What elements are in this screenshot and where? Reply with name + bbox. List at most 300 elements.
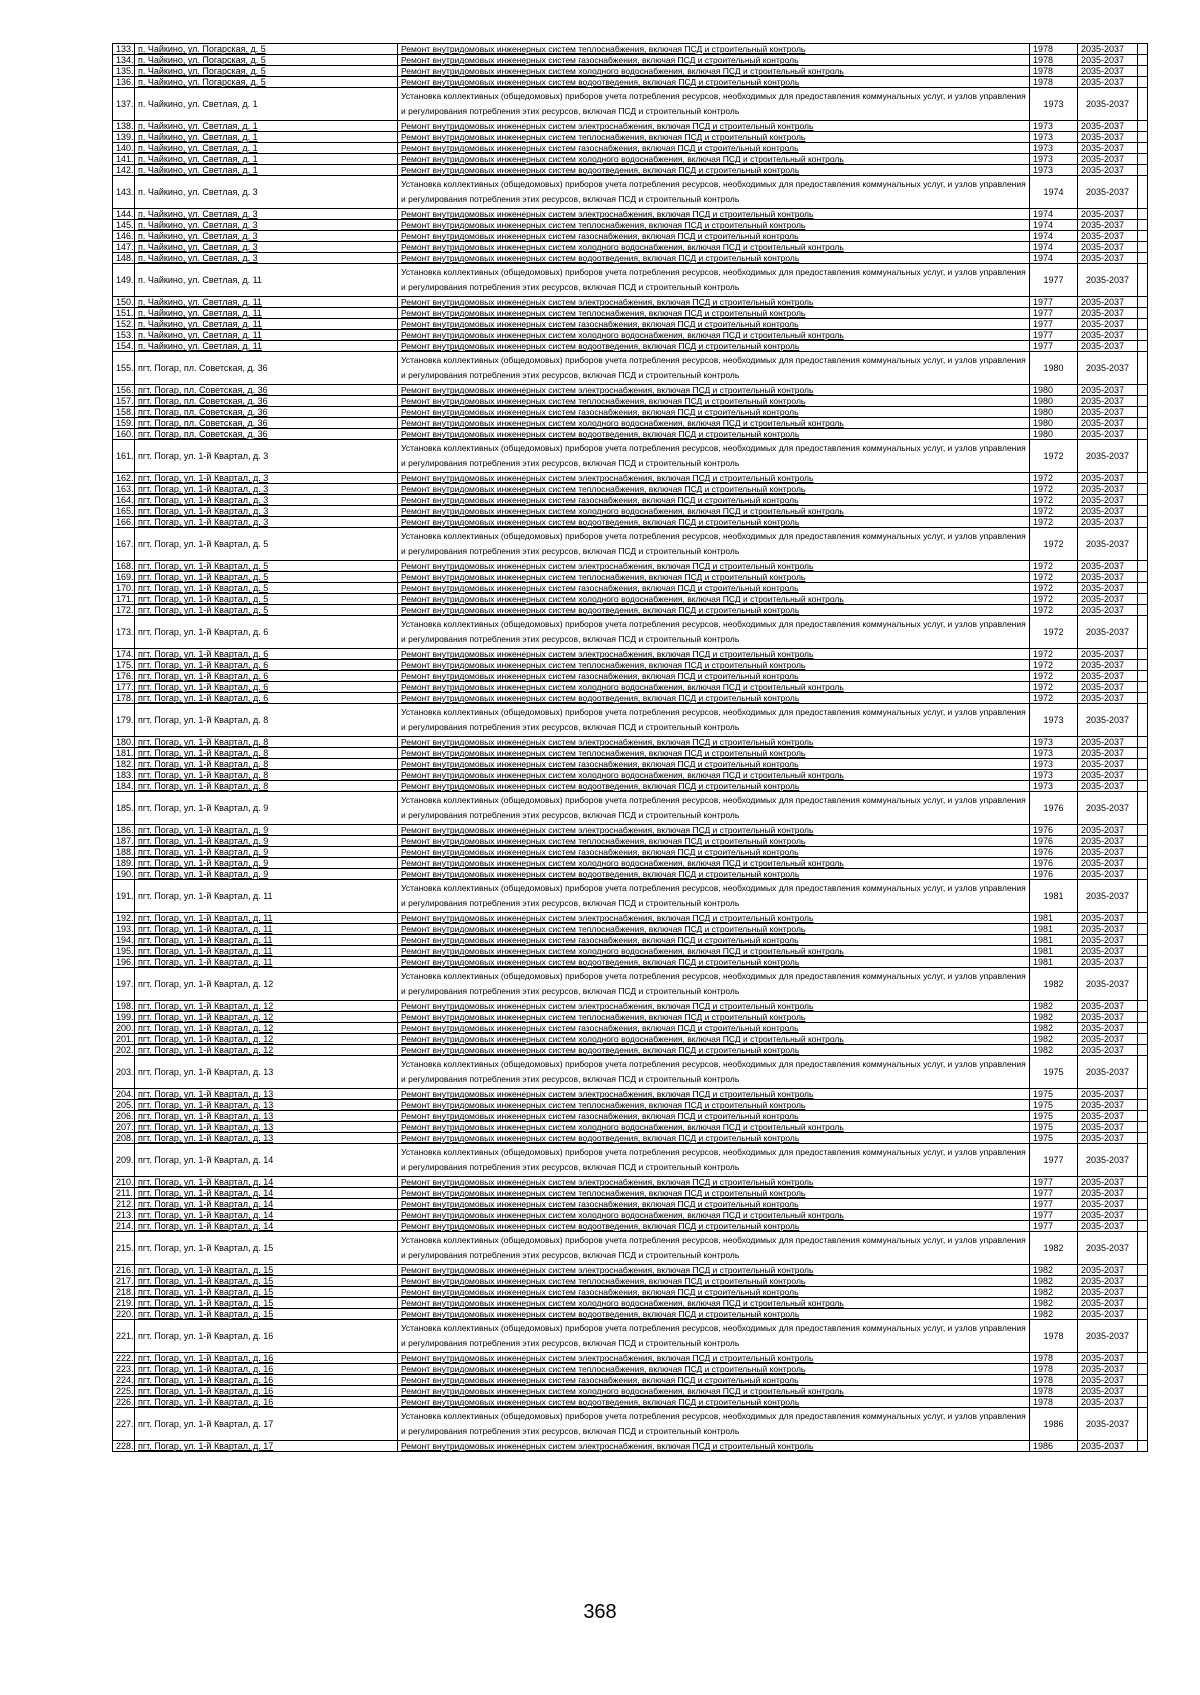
row-number: 144.: [113, 209, 135, 220]
address-cell: пгт. Погар, пл. Советская, д. 36: [135, 396, 398, 407]
build-year-cell: 1978: [1030, 55, 1078, 66]
build-year-cell: 1981: [1030, 957, 1078, 968]
work-type-cell: Установка коллективных (общедомовых) приборов учета потребления ресурсов, необходимых для предоставления коммунальных услуг, и узлов управления и регулирования потребления этих ресурсов, включая ПСД и строительный контроль: [398, 88, 1030, 121]
empty-cell: [1138, 693, 1148, 704]
planned-period-cell: 2035-2037: [1078, 121, 1138, 132]
row-number: 149.: [113, 264, 135, 297]
work-type-cell: Ремонт внутридомовых инженерных систем газоснабжения, включая ПСД и строительный контроль: [398, 55, 1030, 66]
work-type-cell: Ремонт внутридомовых инженерных систем теплоснабжения, включая ПСД и строительный контроль: [398, 836, 1030, 847]
work-type-cell: Установка коллективных (общедомовых) приборов учета потребления ресурсов, необходимых для предоставления коммунальных услуг, и узлов управления и регулирования потребления этих ресурсов, включая ПСД и строительный контроль: [398, 528, 1030, 561]
planned-period-cell: 2035-2037: [1078, 1298, 1138, 1309]
table-row: [113, 1177, 1148, 1188]
planned-period-cell: 2035-2037: [1078, 308, 1138, 319]
address-cell: пгт. Погар, ул. 1-й Квартал, д. 8: [135, 737, 398, 748]
address-cell: пгт. Погар, ул. 1-й Квартал, д. 16: [135, 1386, 398, 1397]
empty-cell: [1138, 1023, 1148, 1034]
work-type-cell: Ремонт внутридомовых инженерных систем газоснабжения, включая ПСД и строительный контроль: [398, 143, 1030, 154]
work-type-cell: Ремонт внутридомовых инженерных систем холодного водоснабжения, включая ПСД и строительный контроль: [398, 682, 1030, 693]
address-cell: пгт. Погар, ул. 1-й Квартал, д. 12: [135, 1001, 398, 1012]
empty-cell: [1138, 561, 1148, 572]
empty-cell: [1138, 253, 1148, 264]
address-cell: пгт. Погар, ул. 1-й Квартал, д. 9: [135, 836, 398, 847]
address-cell: п. Чайкино, ул. Погарская, д. 5: [135, 77, 398, 88]
build-year-cell: 1972: [1030, 693, 1078, 704]
table-row: [113, 506, 1148, 517]
build-year-cell: 1977: [1030, 1144, 1078, 1177]
planned-period-cell: 2035-2037: [1078, 671, 1138, 682]
empty-cell: [1138, 297, 1148, 308]
planned-period-cell: 2035-2037: [1078, 1122, 1138, 1133]
empty-cell: [1138, 957, 1148, 968]
row-number: 154.: [113, 341, 135, 352]
table-row: [113, 418, 1148, 429]
table-row: [113, 308, 1148, 319]
empty-cell: [1138, 935, 1148, 946]
build-year-cell: 1977: [1030, 319, 1078, 330]
planned-period-cell: 2035-2037: [1078, 561, 1138, 572]
table-row: [113, 792, 1148, 825]
address-cell: п. Чайкино, ул. Светлая, д. 11: [135, 308, 398, 319]
planned-period-cell: 2035-2037: [1078, 473, 1138, 484]
table-row: [113, 946, 1148, 957]
table-row: [113, 1265, 1148, 1276]
address-cell: пгт. Погар, ул. 1-й Квартал, д. 8: [135, 748, 398, 759]
planned-period-cell: 2035-2037: [1078, 330, 1138, 341]
address-cell: пгт. Погар, ул. 1-й Квартал, д. 9: [135, 847, 398, 858]
address-cell: пгт. Погар, ул. 1-й Квартал, д. 12: [135, 968, 398, 1001]
row-number: 205.: [113, 1100, 135, 1111]
planned-period-cell: 2035-2037: [1078, 418, 1138, 429]
planned-period-cell: 2035-2037: [1078, 759, 1138, 770]
work-type-cell: Ремонт внутридомовых инженерных систем электроснабжения, включая ПСД и строительный контроль: [398, 1089, 1030, 1100]
build-year-cell: 1974: [1030, 253, 1078, 264]
build-year-cell: 1982: [1030, 1045, 1078, 1056]
empty-cell: [1138, 484, 1148, 495]
empty-cell: [1138, 407, 1148, 418]
build-year-cell: 1982: [1030, 1265, 1078, 1276]
planned-period-cell: 2035-2037: [1078, 165, 1138, 176]
work-type-cell: Ремонт внутридомовых инженерных систем теплоснабжения, включая ПСД и строительный контроль: [398, 924, 1030, 935]
address-cell: пгт. Погар, ул. 1-й Квартал, д. 5: [135, 572, 398, 583]
planned-period-cell: 2035-2037: [1078, 913, 1138, 924]
address-cell: п. Чайкино, ул. Светлая, д. 3: [135, 231, 398, 242]
table-row: [113, 825, 1148, 836]
row-number: 209.: [113, 1144, 135, 1177]
build-year-cell: 1973: [1030, 88, 1078, 121]
table-row: [113, 1298, 1148, 1309]
work-type-cell: Ремонт внутридомовых инженерных систем водоотведения, включая ПСД и строительный контроль: [398, 1045, 1030, 1056]
work-type-cell: Ремонт внутридомовых инженерных систем водоотведения, включая ПСД и строительный контроль: [398, 1221, 1030, 1232]
row-number: 157.: [113, 396, 135, 407]
address-cell: п. Чайкино, ул. Светлая, д. 11: [135, 264, 398, 297]
address-cell: пгт. Погар, ул. 1-й Квартал, д. 6: [135, 693, 398, 704]
address-cell: пгт. Погар, ул. 1-й Квартал, д. 12: [135, 1023, 398, 1034]
empty-cell: [1138, 1188, 1148, 1199]
empty-cell: [1138, 583, 1148, 594]
table-row: [113, 154, 1148, 165]
row-number: 215.: [113, 1232, 135, 1265]
planned-period-cell: 2035-2037: [1078, 1375, 1138, 1386]
planned-period-cell: 2035-2037: [1078, 1353, 1138, 1364]
table-row: [113, 869, 1148, 880]
work-type-cell: Установка коллективных (общедомовых) приборов учета потребления ресурсов, необходимых для предоставления коммунальных услуг, и узлов управления и регулирования потребления этих ресурсов, включая ПСД и строительный контроль: [398, 1056, 1030, 1089]
empty-cell: [1138, 858, 1148, 869]
address-cell: пгт. Погар, ул. 1-й Квартал, д. 9: [135, 869, 398, 880]
build-year-cell: 1972: [1030, 594, 1078, 605]
build-year-cell: 1977: [1030, 297, 1078, 308]
empty-cell: [1138, 605, 1148, 616]
build-year-cell: 1980: [1030, 385, 1078, 396]
table-row: [113, 1320, 1148, 1353]
table-row: [113, 1309, 1148, 1320]
row-number: 201.: [113, 1034, 135, 1045]
table-row: [113, 209, 1148, 220]
empty-cell: [1138, 924, 1148, 935]
table-row: [113, 1111, 1148, 1122]
empty-cell: [1138, 1364, 1148, 1375]
build-year-cell: 1982: [1030, 1298, 1078, 1309]
planned-period-cell: 2035-2037: [1078, 231, 1138, 242]
row-number: 166.: [113, 517, 135, 528]
address-cell: пгт. Погар, ул. 1-й Квартал, д. 16: [135, 1364, 398, 1375]
address-cell: пгт. Погар, пл. Советская, д. 36: [135, 407, 398, 418]
address-cell: пгт. Погар, ул. 1-й Квартал, д. 8: [135, 770, 398, 781]
planned-period-cell: 2035-2037: [1078, 1408, 1138, 1441]
table-row: [113, 1001, 1148, 1012]
empty-cell: [1138, 1441, 1148, 1452]
empty-cell: [1138, 1386, 1148, 1397]
work-type-cell: Ремонт внутридомовых инженерных систем газоснабжения, включая ПСД и строительный контроль: [398, 1375, 1030, 1386]
empty-cell: [1138, 1298, 1148, 1309]
work-type-cell: Установка коллективных (общедомовых) приборов учета потребления ресурсов, необходимых для предоставления коммунальных услуг, и узлов управления и регулирования потребления этих ресурсов, включая ПСД и строительный контроль: [398, 264, 1030, 297]
planned-period-cell: 2035-2037: [1078, 1364, 1138, 1375]
address-cell: пгт. Погар, ул. 1-й Квартал, д. 15: [135, 1276, 398, 1287]
table-row: [113, 319, 1148, 330]
row-number: 162.: [113, 473, 135, 484]
row-number: 217.: [113, 1276, 135, 1287]
planned-period-cell: 2035-2037: [1078, 847, 1138, 858]
build-year-cell: 1974: [1030, 242, 1078, 253]
row-number: 139.: [113, 132, 135, 143]
table-row: [113, 1210, 1148, 1221]
planned-period-cell: 2035-2037: [1078, 693, 1138, 704]
table-row: [113, 1188, 1148, 1199]
empty-cell: [1138, 429, 1148, 440]
row-number: 165.: [113, 506, 135, 517]
empty-cell: [1138, 418, 1148, 429]
work-type-cell: Ремонт внутридомовых инженерных систем холодного водоснабжения, включая ПСД и строительный контроль: [398, 1386, 1030, 1397]
row-number: 181.: [113, 748, 135, 759]
work-type-cell: Ремонт внутридомовых инженерных систем электроснабжения, включая ПСД и строительный контроль: [398, 737, 1030, 748]
build-year-cell: 1982: [1030, 1023, 1078, 1034]
empty-cell: [1138, 737, 1148, 748]
empty-cell: [1138, 968, 1148, 1001]
row-number: 133.: [113, 44, 135, 55]
address-cell: пгт. Погар, ул. 1-й Квартал, д. 12: [135, 1012, 398, 1023]
planned-period-cell: 2035-2037: [1078, 572, 1138, 583]
address-cell: п. Чайкино, ул. Светлая, д. 3: [135, 176, 398, 209]
work-type-cell: Ремонт внутридомовых инженерных систем холодного водоснабжения, включая ПСД и строительный контроль: [398, 1210, 1030, 1221]
empty-cell: [1138, 594, 1148, 605]
row-number: 150.: [113, 297, 135, 308]
work-type-cell: Ремонт внутридомовых инженерных систем газоснабжения, включая ПСД и строительный контроль: [398, 759, 1030, 770]
work-type-cell: Установка коллективных (общедомовых) приборов учета потребления ресурсов, необходимых для предоставления коммунальных услуг, и узлов управления и регулирования потребления этих ресурсов, включая ПСД и строительный контроль: [398, 352, 1030, 385]
row-number: 145.: [113, 220, 135, 231]
row-number: 153.: [113, 330, 135, 341]
row-number: 193.: [113, 924, 135, 935]
build-year-cell: 1978: [1030, 44, 1078, 55]
address-cell: пгт. Погар, ул. 1-й Квартал, д. 17: [135, 1441, 398, 1452]
build-year-cell: 1973: [1030, 737, 1078, 748]
table-row: [113, 473, 1148, 484]
empty-cell: [1138, 572, 1148, 583]
row-number: 164.: [113, 495, 135, 506]
row-number: 159.: [113, 418, 135, 429]
address-cell: п. Чайкино, ул. Светлая, д. 1: [135, 154, 398, 165]
build-year-cell: 1978: [1030, 66, 1078, 77]
empty-cell: [1138, 55, 1148, 66]
planned-period-cell: 2035-2037: [1078, 506, 1138, 517]
build-year-cell: 1973: [1030, 154, 1078, 165]
build-year-cell: 1978: [1030, 1353, 1078, 1364]
table-row: [113, 242, 1148, 253]
empty-cell: [1138, 473, 1148, 484]
address-cell: п. Чайкино, ул. Светлая, д. 11: [135, 297, 398, 308]
empty-cell: [1138, 1265, 1148, 1276]
row-number: 174.: [113, 649, 135, 660]
planned-period-cell: 2035-2037: [1078, 385, 1138, 396]
planned-period-cell: 2035-2037: [1078, 1001, 1138, 1012]
empty-cell: [1138, 352, 1148, 385]
row-number: 185.: [113, 792, 135, 825]
empty-cell: [1138, 165, 1148, 176]
row-number: 142.: [113, 165, 135, 176]
address-cell: пгт. Погар, ул. 1-й Квартал, д. 3: [135, 473, 398, 484]
row-number: 183.: [113, 770, 135, 781]
row-number: 197.: [113, 968, 135, 1001]
planned-period-cell: 2035-2037: [1078, 1045, 1138, 1056]
row-number: 222.: [113, 1353, 135, 1364]
build-year-cell: 1976: [1030, 858, 1078, 869]
address-cell: пгт. Погар, ул. 1-й Квартал, д. 15: [135, 1287, 398, 1298]
table-row: [113, 781, 1148, 792]
work-type-cell: Ремонт внутридомовых инженерных систем теплоснабжения, включая ПСД и строительный контроль: [398, 1188, 1030, 1199]
row-number: 137.: [113, 88, 135, 121]
row-number: 172.: [113, 605, 135, 616]
table-row: [113, 572, 1148, 583]
empty-cell: [1138, 1001, 1148, 1012]
row-number: 171.: [113, 594, 135, 605]
table-row: [113, 1199, 1148, 1210]
empty-cell: [1138, 946, 1148, 957]
address-cell: п. Чайкино, ул. Светлая, д. 1: [135, 132, 398, 143]
empty-cell: [1138, 1111, 1148, 1122]
row-number: 170.: [113, 583, 135, 594]
planned-period-cell: 2035-2037: [1078, 1309, 1138, 1320]
row-number: 173.: [113, 616, 135, 649]
row-number: 143.: [113, 176, 135, 209]
work-type-cell: Установка коллективных (общедомовых) приборов учета потребления ресурсов, необходимых для предоставления коммунальных услуг, и узлов управления и регулирования потребления этих ресурсов, включая ПСД и строительный контроль: [398, 1320, 1030, 1353]
empty-cell: [1138, 143, 1148, 154]
build-year-cell: 1972: [1030, 649, 1078, 660]
planned-period-cell: 2035-2037: [1078, 1188, 1138, 1199]
build-year-cell: 1977: [1030, 1199, 1078, 1210]
work-type-cell: Ремонт внутридомовых инженерных систем газоснабжения, включая ПСД и строительный контроль: [398, 671, 1030, 682]
work-type-cell: Ремонт внутридомовых инженерных систем холодного водоснабжения, включая ПСД и строительный контроль: [398, 418, 1030, 429]
work-type-cell: Ремонт внутридомовых инженерных систем водоотведения, включая ПСД и строительный контроль: [398, 253, 1030, 264]
work-type-cell: Установка коллективных (общедомовых) приборов учета потребления ресурсов, необходимых для предоставления коммунальных услуг, и узлов управления и регулирования потребления этих ресурсов, включая ПСД и строительный контроль: [398, 1232, 1030, 1265]
empty-cell: [1138, 1100, 1148, 1111]
table-row: [113, 385, 1148, 396]
work-type-cell: Ремонт внутридомовых инженерных систем водоотведения, включая ПСД и строительный контроль: [398, 341, 1030, 352]
row-number: 180.: [113, 737, 135, 748]
empty-cell: [1138, 1221, 1148, 1232]
address-cell: пгт. Погар, ул. 1-й Квартал, д. 11: [135, 880, 398, 913]
table-row: [113, 66, 1148, 77]
empty-cell: [1138, 1133, 1148, 1144]
planned-period-cell: 2035-2037: [1078, 1056, 1138, 1089]
table-row: [113, 1375, 1148, 1386]
empty-cell: [1138, 396, 1148, 407]
work-type-cell: Ремонт внутридомовых инженерных систем водоотведения, включая ПСД и строительный контроль: [398, 1397, 1030, 1408]
build-year-cell: 1976: [1030, 869, 1078, 880]
table-row: [113, 616, 1148, 649]
row-number: 138.: [113, 121, 135, 132]
planned-period-cell: 2035-2037: [1078, 1100, 1138, 1111]
work-type-cell: Ремонт внутридомовых инженерных систем теплоснабжения, включая ПСД и строительный контроль: [398, 132, 1030, 143]
address-cell: п. Чайкино, ул. Светлая, д. 1: [135, 88, 398, 121]
planned-period-cell: 2035-2037: [1078, 1397, 1138, 1408]
row-number: 199.: [113, 1012, 135, 1023]
address-cell: пгт. Погар, ул. 1-й Квартал, д. 16: [135, 1320, 398, 1353]
planned-period-cell: 2035-2037: [1078, 264, 1138, 297]
row-number: 135.: [113, 66, 135, 77]
address-cell: пгт. Погар, ул. 1-й Квартал, д. 5: [135, 528, 398, 561]
table-row: [113, 1386, 1148, 1397]
work-type-cell: Ремонт внутридомовых инженерных систем холодного водоснабжения, включая ПСД и строительный контроль: [398, 66, 1030, 77]
empty-cell: [1138, 308, 1148, 319]
row-number: 189.: [113, 858, 135, 869]
planned-period-cell: 2035-2037: [1078, 528, 1138, 561]
table-row: [113, 231, 1148, 242]
address-cell: пгт. Погар, ул. 1-й Квартал, д. 14: [135, 1221, 398, 1232]
build-year-cell: 1982: [1030, 1232, 1078, 1265]
work-type-cell: Ремонт внутридомовых инженерных систем газоснабжения, включая ПСД и строительный контроль: [398, 1023, 1030, 1034]
row-number: 212.: [113, 1199, 135, 1210]
planned-period-cell: 2035-2037: [1078, 154, 1138, 165]
planned-period-cell: 2035-2037: [1078, 1034, 1138, 1045]
build-year-cell: 1977: [1030, 1210, 1078, 1221]
table-row: [113, 1287, 1148, 1298]
address-cell: пгт. Погар, ул. 1-й Квартал, д. 11: [135, 935, 398, 946]
address-cell: пгт. Погар, ул. 1-й Квартал, д. 3: [135, 517, 398, 528]
build-year-cell: 1976: [1030, 836, 1078, 847]
table-row: [113, 836, 1148, 847]
address-cell: пгт. Погар, ул. 1-й Квартал, д. 16: [135, 1353, 398, 1364]
row-number: 152.: [113, 319, 135, 330]
table-row: [113, 44, 1148, 55]
empty-cell: [1138, 1210, 1148, 1221]
table-row: [113, 1023, 1148, 1034]
work-type-cell: Ремонт внутридомовых инженерных систем газоснабжения, включая ПСД и строительный контроль: [398, 495, 1030, 506]
build-year-cell: 1972: [1030, 517, 1078, 528]
build-year-cell: 1973: [1030, 781, 1078, 792]
row-number: 177.: [113, 682, 135, 693]
empty-cell: [1138, 1034, 1148, 1045]
work-type-cell: Ремонт внутридомовых инженерных систем водоотведения, включая ПСД и строительный контроль: [398, 1309, 1030, 1320]
address-cell: п. Чайкино, ул. Светлая, д. 3: [135, 220, 398, 231]
planned-period-cell: 2035-2037: [1078, 924, 1138, 935]
build-year-cell: 1978: [1030, 77, 1078, 88]
address-cell: пгт. Погар, ул. 1-й Квартал, д. 8: [135, 781, 398, 792]
table-row: [113, 1056, 1148, 1089]
planned-period-cell: 2035-2037: [1078, 704, 1138, 737]
work-type-cell: Ремонт внутридомовых инженерных систем газоснабжения, включая ПСД и строительный контроль: [398, 1111, 1030, 1122]
build-year-cell: 1974: [1030, 209, 1078, 220]
build-year-cell: 1972: [1030, 561, 1078, 572]
build-year-cell: 1972: [1030, 583, 1078, 594]
planned-period-cell: 2035-2037: [1078, 1111, 1138, 1122]
work-type-cell: Установка коллективных (общедомовых) приборов учета потребления ресурсов, необходимых для предоставления коммунальных услуг, и узлов управления и регулирования потребления этих ресурсов, включая ПСД и строительный контроль: [398, 792, 1030, 825]
address-cell: пгт. Погар, ул. 1-й Квартал, д. 13: [135, 1133, 398, 1144]
build-year-cell: 1980: [1030, 418, 1078, 429]
table-row: [113, 847, 1148, 858]
build-year-cell: 1973: [1030, 748, 1078, 759]
empty-cell: [1138, 825, 1148, 836]
build-year-cell: 1972: [1030, 484, 1078, 495]
address-cell: пгт. Погар, ул. 1-й Квартал, д. 5: [135, 605, 398, 616]
row-number: 156.: [113, 385, 135, 396]
address-cell: пгт. Погар, ул. 1-й Квартал, д. 3: [135, 440, 398, 473]
address-cell: пгт. Погар, ул. 1-й Квартал, д. 11: [135, 913, 398, 924]
build-year-cell: 1982: [1030, 968, 1078, 1001]
address-cell: пгт. Погар, ул. 1-й Квартал, д. 13: [135, 1122, 398, 1133]
planned-period-cell: 2035-2037: [1078, 836, 1138, 847]
build-year-cell: 1972: [1030, 616, 1078, 649]
table-row: [113, 352, 1148, 385]
empty-cell: [1138, 66, 1148, 77]
empty-cell: [1138, 231, 1148, 242]
empty-cell: [1138, 1144, 1148, 1177]
work-type-cell: Установка коллективных (общедомовых) приборов учета потребления ресурсов, необходимых для предоставления коммунальных услуг, и узлов управления и регулирования потребления этих ресурсов, включая ПСД и строительный контроль: [398, 440, 1030, 473]
build-year-cell: 1978: [1030, 1320, 1078, 1353]
table-row: [113, 1089, 1148, 1100]
row-number: 191.: [113, 880, 135, 913]
empty-cell: [1138, 671, 1148, 682]
empty-cell: [1138, 264, 1148, 297]
build-year-cell: 1982: [1030, 1287, 1078, 1298]
work-type-cell: Ремонт внутридомовых инженерных систем водоотведения, включая ПСД и строительный контроль: [398, 517, 1030, 528]
build-year-cell: 1975: [1030, 1133, 1078, 1144]
planned-period-cell: 2035-2037: [1078, 132, 1138, 143]
table-row: [113, 1034, 1148, 1045]
empty-cell: [1138, 506, 1148, 517]
table-row: [113, 748, 1148, 759]
table-row: [113, 1364, 1148, 1375]
empty-cell: [1138, 1397, 1148, 1408]
build-year-cell: 1972: [1030, 671, 1078, 682]
build-year-cell: 1973: [1030, 165, 1078, 176]
work-type-cell: Ремонт внутридомовых инженерных систем теплоснабжения, включая ПСД и строительный контроль: [398, 1100, 1030, 1111]
empty-cell: [1138, 495, 1148, 506]
row-number: 202.: [113, 1045, 135, 1056]
table-row: [113, 77, 1148, 88]
row-number: 148.: [113, 253, 135, 264]
table-row: [113, 924, 1148, 935]
work-type-cell: Ремонт внутридомовых инженерных систем теплоснабжения, включая ПСД и строительный контроль: [398, 748, 1030, 759]
empty-cell: [1138, 913, 1148, 924]
empty-cell: [1138, 1309, 1148, 1320]
